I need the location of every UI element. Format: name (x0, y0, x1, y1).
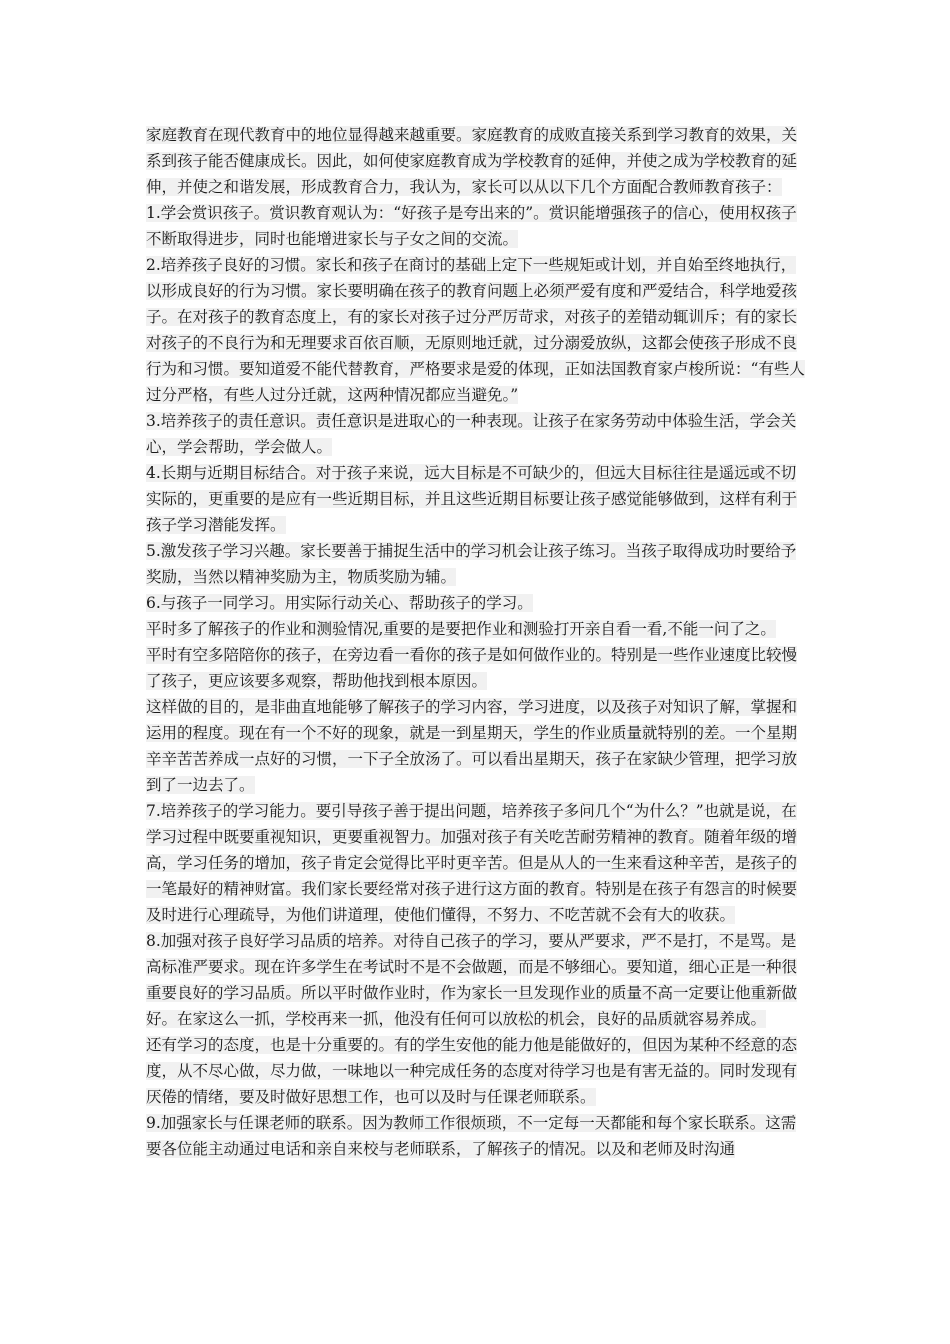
paragraph-text: 5.激发孩子学习兴趣。家长要善于捕捉生活中的学习机会让孩子练习。当孩子取得成功时要给予奖励，当然以精神奖励为主，物质奖励为辅。 (146, 542, 797, 586)
paragraph-6b (146, 642, 811, 694)
paragraph-4 (146, 460, 811, 538)
paragraph-9 (146, 1110, 811, 1162)
document-body (146, 122, 811, 1162)
paragraph-7 (146, 798, 811, 928)
paragraph-6a (146, 616, 811, 642)
paragraph-1 (146, 200, 811, 252)
paragraph-8 (146, 928, 811, 1032)
paragraph-text: 家庭教育在现代教育中的地位显得越来越重要。家庭教育的成败直接关系到学习教育的效果，关系到孩子能否健康成长。因此，如何使家庭教育成为学校教育的延伸，并使之成为学校教育的延伸，并使之和谐发展，形成教育合力，我认为，家长可以从以下几个方面配合教师教育孩子： (146, 126, 798, 196)
paragraph-text: 还有学习的态度，也是十分重要的。有的学生安他的能力他是能做好的，但因为某种不经意的态度，从不尽心做，尽力做，一味地以一种完成任务的态度对待学习也是有害无益的。同时发现有厌倦的情绪，要及时做好思想工作，也可以及时与任课老师联系。 (146, 1036, 798, 1106)
paragraph-text: 9.加强家长与任课老师的联系。因为教师工作很烦琐，不一定每一天都能和每个家长联系。这需要各位能主动通过电话和亲自来校与老师联系，了解孩子的情况。以及和老师及时沟通 (146, 1114, 797, 1158)
paragraph-2 (146, 252, 811, 408)
paragraph-text: 平时多了解孩子的作业和测验情况,重要的是要把作业和测验打开亲自看一看,不能一问了之。 (146, 620, 776, 638)
paragraph-text: 2.培养孩子良好的习惯。家长和孩子在商讨的基础上定下一些规矩或计划，并自始至终地执行，以形成良好的行为习惯。家长要明确在孩子的教育问题上必须严爱有度和严爱结合，科学地爱孩子。在对孩子的教育态度上，有的家长对孩子过分严厉苛求，对孩子的差错动辄训斥；有的家长对孩子的不良行为和无理要求百依百顺，无原则地迁就，过分溺爱放纵，这都会使孩子形成不良行为和习惯。要知道爱不能代替教育，严格要求是爱的体现，正如法国教育家卢梭所说：“有些人过分严格，有些人过分迁就，这两种情况都应当避免。” (146, 256, 805, 404)
paragraph-text: 8.加强对孩子良好学习品质的培养。对待自己孩子的学习，要从严要求，严不是打，不是骂。是高标准严要求。现在许多学生在考试时不是不会做题，而是不够细心。要知道，细心正是一种很重要良好的学习品质。所以平时做作业时，作为家长一旦发现作业的质量不高一定要让他重新做好。在家这么一抓，学校再来一抓，他没有任何可以放松的机会，良好的品质就容易养成。 (146, 932, 798, 1028)
paragraph-text: 4.长期与近期目标结合。对于孩子来说，远大目标是不可缺少的，但远大目标往往是遥远或不切实际的，更重要的是应有一些近期目标，并且这些近期目标要让孩子感觉能够做到，这样有利于孩子学习潜能发挥。 (146, 464, 798, 534)
paragraph-text: 平时有空多陪陪你的孩子，在旁边看一看你的孩子是如何做作业的。特别是一些作业速度比较慢了孩子，更应该要多观察，帮助他找到根本原因。 (146, 646, 798, 690)
paragraph-3 (146, 408, 811, 460)
paragraph-text: 这样做的目的，是非曲直地能够了解孩子的学习内容，学习进度，以及孩子对知识了解，掌握和运用的程度。现在有一个不好的现象，就是一到星期天，学生的作业质量就特别的差。一个星期辛辛苦苦养成一点好的习惯，一下子全放汤了。可以看出星期天，孩子在家缺少管理，把学习放到了一边去了。 (146, 698, 798, 794)
paragraph-6 (146, 590, 811, 616)
paragraph-5 (146, 538, 811, 590)
paragraph-text: 3.培养孩子的责任意识。责任意识是进取心的一种表现。让孩子在家务劳动中体验生活，学会关心，学会帮助，学会做人。 (146, 412, 797, 456)
paragraph-6c (146, 694, 811, 798)
paragraph-text: 7.培养孩子的学习能力。要引导孩子善于提出问题，培养孩子多问几个“为什么？”也就是说，在学习过程中既要重视知识，更要重视智力。加强对孩子有关吃苦耐劳精神的教育。随着年级的增高，学习任务的增加，孩子肯定会觉得比平时更辛苦。但是从人的一生来看这种辛苦，是孩子的一笔最好的精神财富。我们家长要经常对孩子进行这方面的教育。特别是在孩子有怨言的时候要及时进行心理疏导，为他们讲道理，使他们懂得，不努力、不吃苦就不会有大的收获。 (146, 802, 798, 924)
paragraph-text: 6.与孩子一同学习。用实际行动关心、帮助孩子的学习。 (146, 594, 533, 612)
paragraph-intro (146, 122, 811, 200)
paragraph-text: 1.学会赏识孩子。赏识教育观认为：“好孩子是夸出来的”。赏识能增强孩子的信心，使用权孩子不断取得进步，同时也能增进家长与子女之间的交流。 (146, 204, 797, 248)
paragraph-8a (146, 1032, 811, 1110)
